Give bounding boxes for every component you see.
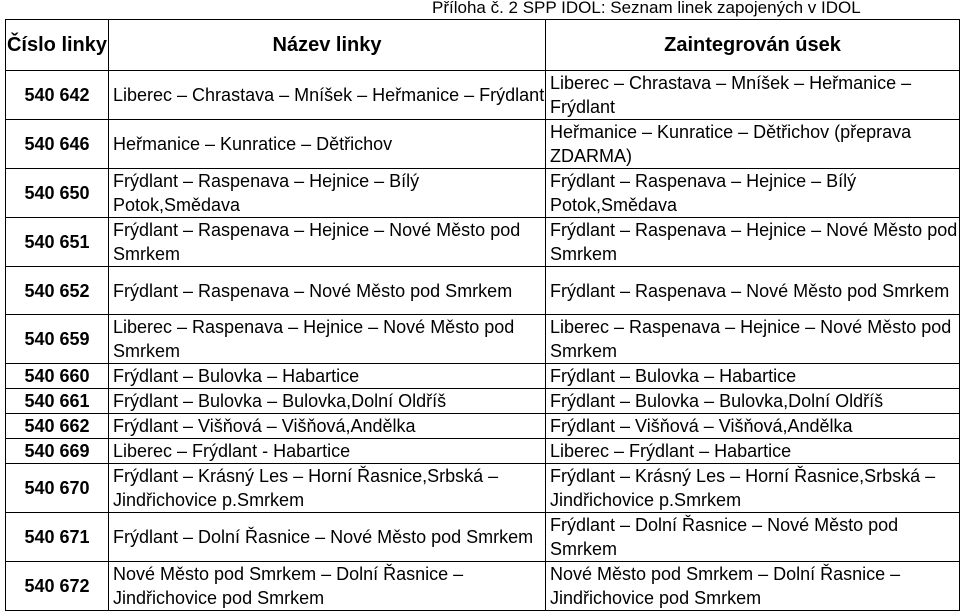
line-name: Frýdlant – Krásný Les – Horní Řasnice,Srbská – Jindřichovice p.Smrkem — [109, 464, 546, 513]
page-caption: Příloha č. 2 SPP IDOL: Seznam linek zapojených v IDOL — [432, 0, 861, 17]
line-name: Liberec – Raspenava – Hejnice – Nové Město pod Smrkem — [109, 315, 546, 364]
header-name: Název linky — [109, 20, 546, 71]
table-row — [6, 169, 960, 218]
table-row — [6, 71, 960, 120]
line-name: Frýdlant – Raspenava – Nové Město pod Smrkem — [109, 267, 546, 315]
integrated-section: Frýdlant – Dolní Řasnice – Nové Město pod Smrkem — [546, 513, 960, 562]
line-number: 540 671 — [6, 513, 109, 562]
line-name: Frýdlant – Bulovka – Bulovka,Dolní Oldříš — [109, 389, 546, 414]
line-name: Frýdlant – Višňová – Višňová,Andělka — [109, 414, 546, 439]
table-row — [6, 120, 960, 169]
header-section: Zaintegrován úsek — [546, 20, 960, 71]
line-name: Liberec – Frýdlant - Habartice — [109, 439, 546, 464]
integrated-section: Frýdlant – Krásný Les – Horní Řasnice,Srbská – Jindřichovice p.Smrkem — [546, 464, 960, 513]
table-row — [6, 464, 960, 513]
line-number: 540 661 — [6, 389, 109, 414]
header-row — [6, 20, 960, 71]
integrated-section: Frýdlant – Raspenava – Hejnice – Nové Město pod Smrkem — [546, 218, 960, 267]
integrated-section: Frýdlant – Višňová – Višňová,Andělka — [546, 414, 960, 439]
header-number: Číslo linky — [6, 20, 109, 71]
table-row — [6, 364, 960, 389]
integrated-section: Liberec – Chrastava – Mníšek – Heřmanice – Frýdlant — [546, 71, 960, 120]
line-name: Liberec – Chrastava – Mníšek – Heřmanice – Frýdlant — [109, 71, 546, 120]
integrated-section: Frýdlant – Bulovka – Habartice — [546, 364, 960, 389]
lines-table — [5, 19, 960, 611]
line-number: 540 646 — [6, 120, 109, 169]
line-number: 540 650 — [6, 169, 109, 218]
line-name: Nové Město pod Smrkem – Dolní Řasnice – Jindřichovice pod Smrkem — [109, 562, 546, 611]
line-number: 540 670 — [6, 464, 109, 513]
table-row — [6, 389, 960, 414]
line-number: 540 642 — [6, 71, 109, 120]
line-name: Frýdlant – Raspenava – Hejnice – Bílý Potok,Smědava — [109, 169, 546, 218]
integrated-section: Nové Město pod Smrkem – Dolní Řasnice – Jindřichovice pod Smrkem — [546, 562, 960, 611]
table-row — [6, 439, 960, 464]
table-row — [6, 513, 960, 562]
integrated-section: Heřmanice – Kunratice – Dětřichov (přeprava ZDARMA) — [546, 120, 960, 169]
line-name: Frýdlant – Dolní Řasnice – Nové Město pod Smrkem — [109, 513, 546, 562]
integrated-section: Frýdlant – Raspenava – Nové Město pod Smrkem — [546, 267, 960, 315]
line-number: 540 652 — [6, 267, 109, 315]
line-number: 540 651 — [6, 218, 109, 267]
line-number: 540 659 — [6, 315, 109, 364]
table-row — [6, 218, 960, 267]
table-row — [6, 315, 960, 364]
table-row — [6, 414, 960, 439]
line-number: 540 672 — [6, 562, 109, 611]
integrated-section: Liberec – Raspenava – Hejnice – Nové Město pod Smrkem — [546, 315, 960, 364]
line-number: 540 660 — [6, 364, 109, 389]
integrated-section: Liberec – Frýdlant – Habartice — [546, 439, 960, 464]
line-name: Frýdlant – Bulovka – Habartice — [109, 364, 546, 389]
line-name: Frýdlant – Raspenava – Hejnice – Nové Město pod Smrkem — [109, 218, 546, 267]
table-row — [6, 562, 960, 611]
integrated-section: Frýdlant – Raspenava – Hejnice – Bílý Potok,Smědava — [546, 169, 960, 218]
table-row — [6, 267, 960, 315]
line-name: Heřmanice – Kunratice – Dětřichov — [109, 120, 546, 169]
integrated-section: Frýdlant – Bulovka – Bulovka,Dolní Oldříš — [546, 389, 960, 414]
line-number: 540 662 — [6, 414, 109, 439]
line-number: 540 669 — [6, 439, 109, 464]
